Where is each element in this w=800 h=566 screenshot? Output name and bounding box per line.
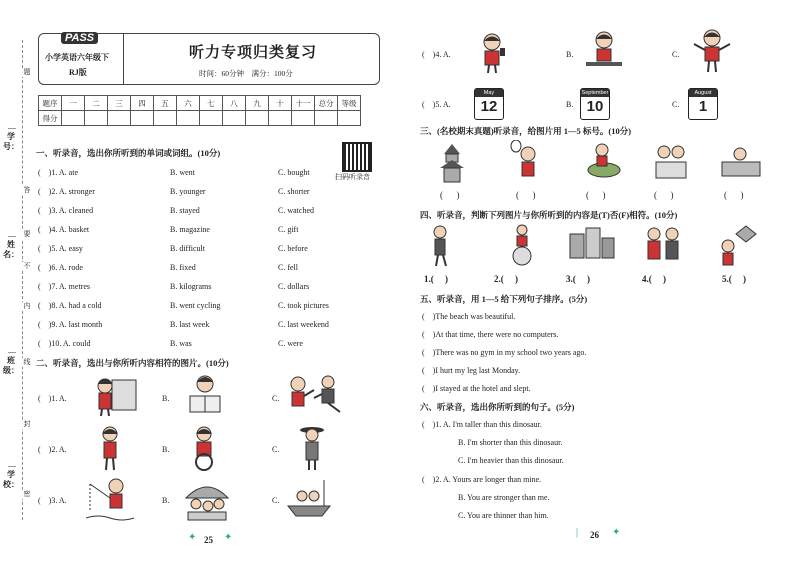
picture-man-walking[interactable]	[434, 226, 446, 266]
option-a-text: )8. A. had a cold	[48, 301, 102, 310]
s6-q1-a: )1. A. I'm taller than this dinosaur.	[432, 420, 542, 429]
calendar-may[interactable]	[474, 88, 504, 120]
score-input[interactable]	[338, 111, 361, 126]
s2-q4-num: )4. A.	[432, 50, 451, 59]
section-3-pictures	[432, 140, 792, 188]
margin-word: 不	[21, 262, 33, 271]
sofa-shape	[722, 162, 760, 176]
sentence-text: )The beach was beautiful.	[432, 312, 516, 321]
roof-shape	[444, 144, 460, 154]
page-number-left: 25	[204, 535, 213, 545]
grade-label: 小学英语六年级下	[45, 53, 109, 62]
binding-line	[22, 40, 23, 520]
answer-bracket[interactable]: ( )	[440, 190, 460, 200]
s4-answer-5[interactable]: 5.( )	[722, 274, 746, 284]
score-value-row	[39, 111, 361, 126]
leg-shape	[443, 255, 446, 266]
s2-q5-c: C.	[672, 100, 680, 109]
body-shape	[705, 47, 719, 61]
section-3-title: 三、(名校期末真题)听录音，给图片用 1—5 标号。(10分)	[420, 126, 632, 136]
question-row[interactable]	[38, 261, 368, 280]
section-1-title: 一、听录音，选出你所听到的单词或词组。(10分)	[36, 148, 221, 158]
sentence-text: )There was no gym in my school two years ago.	[432, 348, 587, 357]
score-cell: 题序	[39, 96, 62, 111]
s6-q1-c[interactable]: C. I'm heavier than this dinosaur.	[458, 456, 564, 465]
question-row[interactable]	[38, 318, 368, 337]
head-shape	[191, 499, 201, 509]
option-c[interactable]: C. last weekend	[278, 320, 329, 329]
margin-word: 密	[21, 490, 33, 499]
answer-bracket[interactable]: ( )	[516, 190, 536, 200]
margin-word: 题	[21, 68, 33, 77]
s6-q2-b[interactable]: B. You are stronger than me.	[458, 493, 550, 502]
s2-q5-num: )5. A.	[432, 100, 451, 109]
head-shape	[596, 32, 612, 48]
body-shape	[104, 442, 116, 458]
score-cell: 十一	[292, 96, 315, 111]
option-a-text: )1. A. ate	[48, 168, 78, 177]
body-shape	[306, 442, 318, 460]
head-shape	[203, 501, 213, 511]
option-b[interactable]: B. kilograms	[170, 282, 212, 291]
s4-label: 2.(	[494, 274, 504, 284]
option-a[interactable]: ( )9. A. last month	[38, 320, 103, 329]
score-header-row	[39, 96, 361, 111]
option-b[interactable]: B. stayed	[170, 206, 200, 215]
question-row[interactable]	[38, 204, 368, 223]
picture-kite[interactable]	[722, 226, 756, 265]
score-input[interactable]	[131, 111, 154, 126]
qr-caption: 扫码听录音	[335, 173, 370, 181]
s4-answer-2[interactable]: 2.( )	[494, 274, 518, 284]
page-number-right: 26	[590, 530, 599, 540]
option-a[interactable]: ( )8. A. had a cold	[38, 301, 102, 310]
score-input[interactable]	[177, 111, 200, 126]
fill-line	[8, 236, 16, 237]
head-shape	[666, 228, 678, 240]
picture-two-people[interactable]	[648, 228, 678, 259]
fishing-rod	[90, 484, 110, 498]
option-a[interactable]: ( )10. A. could	[38, 339, 91, 348]
score-cell: 十	[269, 96, 292, 111]
fill-line	[8, 352, 16, 353]
margin-label-school: 学校：	[3, 470, 19, 489]
head-shape	[722, 240, 734, 252]
margin-word: 线	[21, 358, 33, 367]
s6-q1-b[interactable]: B. I'm shorter than this dinosaur.	[458, 438, 563, 447]
calendar-day: 1	[698, 98, 708, 115]
margin-word: 内	[21, 302, 33, 311]
option-a-text: )7. A. metres	[48, 282, 90, 291]
body-shape	[522, 162, 534, 176]
s2-q3-label: ( )3. A.	[38, 496, 67, 505]
option-c[interactable]: C. gift	[278, 225, 299, 234]
sentence-row[interactable]: ( )I stayed at the hotel and slept.	[422, 384, 531, 393]
sentence-text: )At that time, there were no computers.	[432, 330, 559, 339]
kite-shape	[736, 226, 756, 242]
leaf-icon: |	[576, 527, 579, 538]
score-cell: 总分	[315, 96, 338, 111]
option-a-text: )6. A. rode	[48, 263, 83, 272]
edition-label: RJ版	[69, 68, 87, 77]
leaf-icon: ✦	[188, 532, 197, 543]
option-a[interactable]: ( )2. A. stronger	[38, 187, 95, 196]
margin-word: 封	[21, 420, 33, 429]
option-a-text: )4. A. basket	[48, 225, 90, 234]
question-row[interactable]	[38, 223, 368, 242]
s2-q5-label: ( )5. A.	[422, 100, 451, 109]
leg-shape	[495, 65, 496, 73]
s4-label: 4.(	[642, 274, 652, 284]
picture-boy-reading[interactable]	[182, 372, 228, 418]
body-shape	[648, 241, 660, 259]
body-shape	[597, 49, 611, 61]
s2-q4-b: B.	[566, 50, 574, 59]
score-table	[38, 95, 361, 126]
s2-q2-label: ( )2. A.	[38, 445, 67, 454]
leg-shape	[113, 458, 114, 470]
answer-bracket[interactable]: ( )	[586, 190, 606, 200]
calendar-day: 10	[586, 98, 604, 115]
arm-shape	[694, 44, 705, 50]
s2-q4-label: ( )4. A.	[422, 50, 451, 59]
picture-sofa[interactable]	[722, 148, 760, 176]
score-input[interactable]	[154, 111, 177, 126]
score-cell: 一	[62, 96, 85, 111]
exam-meta	[199, 68, 293, 79]
question-row[interactable]	[38, 185, 368, 204]
section-6-title: 六、听录音，选出你所听到的句子。(5分)	[420, 402, 575, 412]
s6-q1[interactable]: ( )1. A. I'm taller than this dinosaur.	[422, 420, 542, 429]
calendar-month: May	[475, 89, 503, 97]
calendar-august[interactable]	[688, 88, 718, 120]
calendar-month: September	[581, 90, 609, 96]
s4-answer-3[interactable]: 3.( )	[566, 274, 590, 284]
score-input[interactable]	[223, 111, 246, 126]
section-2-title: 二、听录音，选出与你所听内容相符的图片。(10分)	[36, 358, 229, 368]
option-a[interactable]: ( )6. A. rode	[38, 263, 83, 272]
score-label: 满分：100分	[251, 69, 293, 78]
head-shape	[306, 429, 318, 441]
building-shape	[602, 238, 614, 258]
score-input[interactable]	[269, 111, 292, 126]
sentence-row[interactable]: ( )I hurt my leg last Monday.	[422, 366, 521, 375]
body-shape	[597, 156, 607, 166]
s2-q2-c: C.	[272, 445, 280, 454]
option-a[interactable]: ( )7. A. metres	[38, 282, 90, 291]
question-row[interactable]	[38, 166, 368, 185]
s2-q3-c: C.	[272, 496, 280, 505]
picture-girl-at-board[interactable]	[90, 372, 138, 418]
body-shape	[485, 51, 499, 65]
option-c[interactable]: C. fell	[278, 263, 298, 272]
head-shape	[658, 146, 670, 158]
head-shape	[672, 146, 684, 158]
leg-shape	[101, 409, 102, 416]
option-a-text: )5. A. easy	[48, 244, 83, 253]
s6-q2-a: )2. A. Yours are longer than mine.	[432, 475, 542, 484]
s4-label: 1.(	[424, 274, 434, 284]
picture-boat[interactable]	[284, 476, 334, 524]
picture-city-scene[interactable]	[570, 228, 614, 258]
building-shape	[570, 234, 584, 258]
body-shape	[517, 236, 527, 246]
leaf-icon: ✦	[612, 527, 621, 538]
option-c[interactable]: C. shorter	[278, 187, 310, 196]
s2-q1-b: B.	[162, 394, 170, 403]
score-input[interactable]	[292, 111, 315, 126]
tree-shape	[186, 487, 228, 498]
option-b[interactable]: B. went cycling	[170, 301, 221, 310]
s4-label: 5.(	[722, 274, 732, 284]
leg-shape	[436, 255, 438, 266]
score-row-label: 得分	[39, 111, 62, 126]
leg-shape	[328, 403, 340, 412]
picture-family-picnic[interactable]	[182, 476, 232, 524]
calendar-day: 12	[480, 98, 498, 115]
seat-shape	[586, 62, 622, 66]
picture-kungfu[interactable]	[284, 372, 346, 418]
body-shape	[723, 253, 733, 265]
building-shape	[586, 228, 600, 258]
head-shape	[704, 30, 720, 46]
hair-shape	[98, 379, 112, 384]
racket-shape	[511, 140, 521, 152]
calendar-month: August	[689, 89, 717, 97]
picture-girl-standing[interactable]	[90, 424, 130, 472]
picture-pagoda[interactable]	[440, 144, 464, 182]
head-shape	[309, 491, 319, 501]
section-5-title: 五、听录音，用 1—5 给下列句子排序。(5分)	[420, 294, 588, 304]
option-b[interactable]: B. last week	[170, 320, 210, 329]
head-shape	[291, 377, 305, 391]
picture-boy-phone[interactable]	[472, 32, 516, 74]
head-shape	[484, 34, 500, 50]
body-shape	[666, 241, 678, 259]
question-row[interactable]	[38, 299, 368, 318]
leaf-icon: ✦	[224, 532, 233, 543]
score-cell: 五	[154, 96, 177, 111]
picture-tall-person[interactable]	[292, 424, 332, 472]
s2-q3-num: )3. A.	[48, 496, 67, 505]
pass-logo: PASS	[61, 32, 98, 44]
head-shape	[109, 479, 123, 493]
fill-line	[8, 128, 16, 129]
leg-shape	[106, 458, 107, 470]
option-b[interactable]: B. went	[170, 168, 195, 177]
s6-q2-c[interactable]: C. You are thinner than him.	[458, 511, 549, 520]
exam-header	[38, 33, 380, 85]
arm-shape	[314, 394, 322, 398]
score-cell: 二	[85, 96, 108, 111]
picture-wheelchair[interactable]	[182, 424, 226, 472]
sentence-text: )I stayed at the hotel and slept.	[432, 384, 531, 393]
margin-word: 要	[21, 230, 33, 239]
leg-shape	[108, 409, 109, 416]
score-input[interactable]	[108, 111, 131, 126]
picture-boy-shrug[interactable]	[690, 28, 734, 74]
option-c[interactable]: C. bought	[278, 168, 310, 177]
head-shape	[517, 225, 527, 235]
option-c[interactable]: C. were	[278, 339, 303, 348]
score-cell: 六	[177, 96, 200, 111]
leg-shape	[488, 65, 489, 73]
head-shape	[648, 228, 660, 240]
calendar-september[interactable]	[580, 88, 610, 120]
margin-label-id: 学号：	[3, 132, 19, 151]
margin-label-name: 姓名：	[3, 240, 19, 259]
s2-q2-num: )2. A.	[48, 445, 67, 454]
score-cell: 三	[108, 96, 131, 111]
leg-shape	[715, 61, 716, 72]
option-c[interactable]: C. watched	[278, 206, 314, 215]
option-b[interactable]: B. difficult	[170, 244, 205, 253]
board-shape	[112, 380, 136, 410]
option-a[interactable]: ( )1. A. ate	[38, 168, 78, 177]
picture-fishing[interactable]	[86, 476, 136, 524]
answer-bracket[interactable]: ( )	[724, 190, 744, 200]
score-input[interactable]	[246, 111, 269, 126]
ball-shape	[513, 247, 531, 265]
option-a[interactable]: ( )3. A. cleaned	[38, 206, 94, 215]
s6-q2[interactable]: ( )2. A. Yours are longer than mine.	[422, 475, 542, 484]
s2-q5-b: B.	[566, 100, 574, 109]
question-row[interactable]	[38, 337, 368, 356]
section-4-pictures	[420, 224, 790, 272]
arm-shape	[304, 390, 314, 396]
question-row[interactable]	[38, 280, 368, 299]
option-a-text: )10. A. could	[48, 339, 91, 348]
option-c[interactable]: C. before	[278, 244, 308, 253]
fill-line	[8, 466, 16, 467]
s2-q1-label: ( )1. A.	[38, 394, 67, 403]
leg-shape	[708, 61, 709, 72]
header-left-panel	[39, 34, 124, 84]
boat-shape	[288, 506, 330, 516]
time-label: 时间：60分钟	[199, 69, 244, 78]
sentence-text: )I hurt my leg last Monday.	[432, 366, 521, 375]
picture-horse-riding[interactable]	[588, 144, 620, 177]
body-shape	[292, 392, 304, 406]
s2-q3-b: B.	[162, 496, 170, 505]
option-a-text: )9. A. last month	[48, 320, 103, 329]
photo-shape	[656, 162, 686, 178]
score-input[interactable]	[200, 111, 223, 126]
picture-boy-sitting[interactable]	[582, 30, 626, 74]
sentence-row[interactable]: ( )At that time, there were no computers.	[422, 330, 559, 339]
option-b[interactable]: B. magazine	[170, 225, 210, 234]
head-shape	[322, 376, 334, 388]
option-a[interactable]: ( )4. A. basket	[38, 225, 90, 234]
picture-ball-sport[interactable]	[513, 225, 531, 265]
score-input[interactable]	[315, 111, 338, 126]
head-shape	[297, 491, 307, 501]
question-row[interactable]	[38, 242, 368, 261]
option-a[interactable]: ( )5. A. easy	[38, 244, 83, 253]
s4-answer-1[interactable]: 1.( )	[424, 274, 448, 284]
body-shape	[435, 239, 445, 255]
option-c[interactable]: C. took pictures	[278, 301, 329, 310]
s2-q2-b: B.	[162, 445, 170, 454]
picture-badminton[interactable]	[511, 140, 535, 176]
head-shape	[214, 499, 224, 509]
head-shape	[734, 148, 746, 160]
section-4-title: 四、听录音，判断下列图片与你所听到的内容是(T)否(F)相符。(10分)	[420, 210, 678, 220]
sentence-row[interactable]: ( )The beach was beautiful.	[422, 312, 516, 321]
margin-label-class: 班级：	[3, 356, 19, 375]
head-shape	[521, 147, 535, 161]
s4-label: 3.(	[566, 274, 576, 284]
phone-shape	[500, 48, 505, 56]
score-input[interactable]	[85, 111, 108, 126]
option-b[interactable]: B. fixed	[170, 263, 196, 272]
option-b[interactable]: B. was	[170, 339, 192, 348]
option-a-text: )3. A. cleaned	[48, 206, 94, 215]
score-cell: 九	[246, 96, 269, 111]
score-cell: 四	[131, 96, 154, 111]
option-b[interactable]: B. younger	[170, 187, 206, 196]
option-c[interactable]: C. dollars	[278, 282, 310, 291]
answer-bracket[interactable]: ( )	[654, 190, 674, 200]
s2-q1-num: )1. A.	[48, 394, 67, 403]
s2-q4-c: C.	[672, 50, 680, 59]
s2-q1-c: C.	[272, 394, 280, 403]
score-input[interactable]	[62, 111, 85, 126]
sentence-row[interactable]: ( )There was no gym in my school two years ago.	[422, 348, 587, 357]
section-1-list	[38, 166, 368, 356]
score-cell: 八	[223, 96, 246, 111]
tier-shape	[444, 168, 460, 182]
body-shape	[110, 494, 122, 508]
head-shape	[434, 226, 446, 238]
roof-shape	[440, 160, 464, 168]
blanket-shape	[188, 512, 226, 520]
picture-couple-photo[interactable]	[656, 146, 686, 178]
section-5-list	[422, 310, 782, 400]
score-cell: 等级	[338, 96, 361, 111]
head-shape	[596, 144, 608, 156]
body-shape	[99, 393, 111, 409]
body-shape	[322, 389, 334, 403]
score-cell: 七	[200, 96, 223, 111]
page-title: 听力专项归类复习	[189, 45, 318, 61]
option-a-text: )2. A. stronger	[48, 187, 95, 196]
margin-word: 答	[21, 186, 33, 195]
s4-answer-4[interactable]: 4.( )	[642, 274, 666, 284]
water-shape	[86, 516, 134, 520]
arm-shape	[719, 44, 730, 50]
